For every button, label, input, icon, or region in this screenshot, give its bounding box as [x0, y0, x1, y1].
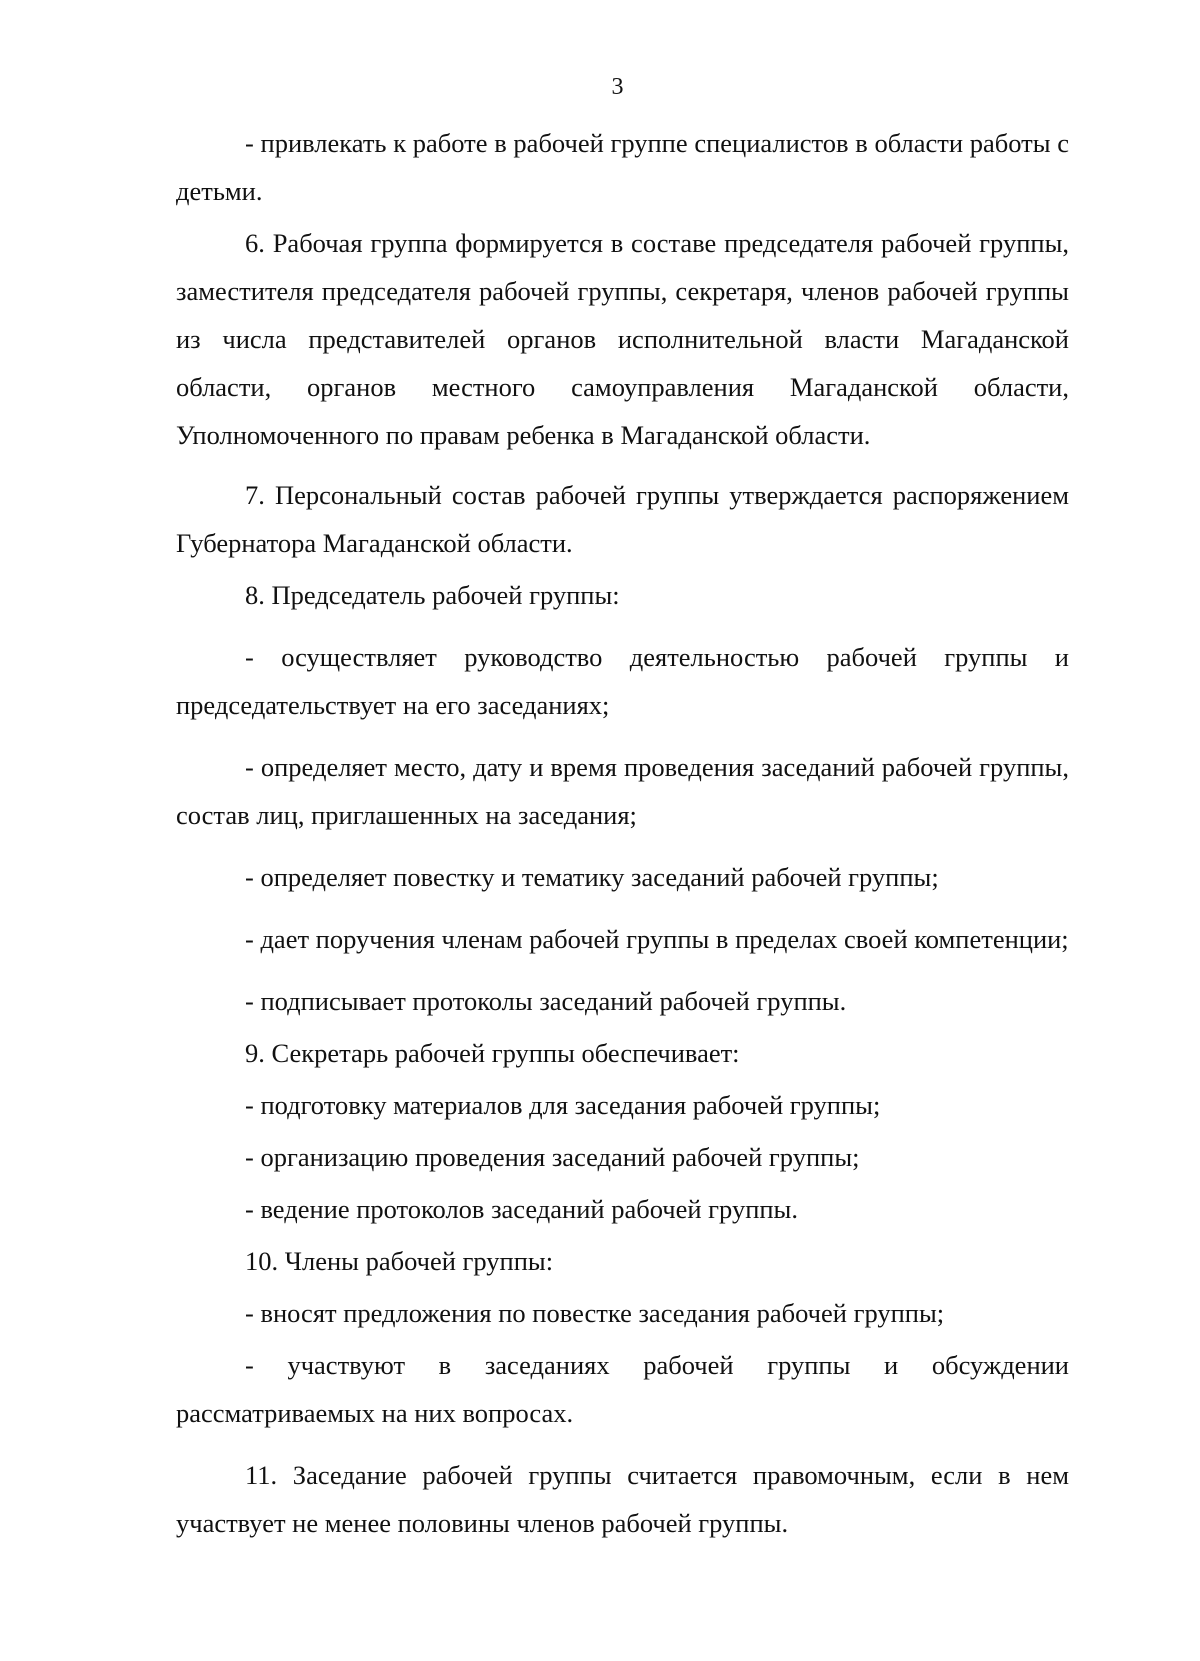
paragraph-item-13: - ведение протоколов заседаний рабочей группы. — [245, 1194, 798, 1224]
paragraph-item-17: 11. Заседание рабочей группы считается правомочным, если в нем участвует не менее половины членов рабочей группы. — [176, 1460, 1069, 1538]
paragraph-item-7: - определяет повестку и тематику заседаний рабочей группы; — [245, 862, 939, 892]
paragraph-item-10: 9. Секретарь рабочей группы обеспечивает: — [245, 1038, 740, 1068]
paragraph-item-8: - дает поручения членам рабочей группы в пределах своей компетенции; — [245, 924, 1069, 954]
paragraph-item-14: 10. Члены рабочей группы: — [245, 1246, 554, 1276]
paragraph-item-2: 6. Рабочая группа формируется в составе председателя рабочей группы, заместителя председателя рабочей группы, секретаря, членов рабочей группы из числа представителей органов исполнительной власти Магаданской области, органов местного самоуправления Магаданской области, Уполномоченного по правам ребенка в Магаданской области. — [176, 228, 1069, 450]
paragraph-item-4: 8. Председатель рабочей группы: — [245, 580, 620, 610]
paragraph-item-3: 7. Персональный состав рабочей группы утверждается распоряжением Губернатора Магаданской области. — [176, 480, 1069, 558]
paragraph-item-1: - привлекать к работе в рабочей группе специалистов в области работы с детьми. — [176, 128, 1069, 206]
paragraph-item-9: - подписывает протоколы заседаний рабочей группы. — [245, 986, 847, 1016]
paragraph-item-16: - участвуют в заседаниях рабочей группы и обсуждении рассматриваемых на них вопросах. — [176, 1350, 1069, 1428]
paragraph-item-5: - осуществляет руководство деятельностью рабочей группы и председательствует на его заседаниях; — [176, 642, 1069, 720]
paragraph-item-6: - определяет место, дату и время проведения заседаний рабочей группы, состав лиц, приглашенных на заседания; — [176, 752, 1069, 830]
document-body — [176, 119, 1069, 1547]
paragraph-item-15: - вносят предложения по повестке заседания рабочей группы; — [245, 1298, 945, 1328]
page-number: 3 — [611, 74, 624, 100]
paragraph-item-11: - подготовку материалов для заседания рабочей группы; — [245, 1090, 881, 1120]
paragraph-item-12: - организацию проведения заседаний рабочей группы; — [245, 1142, 860, 1172]
